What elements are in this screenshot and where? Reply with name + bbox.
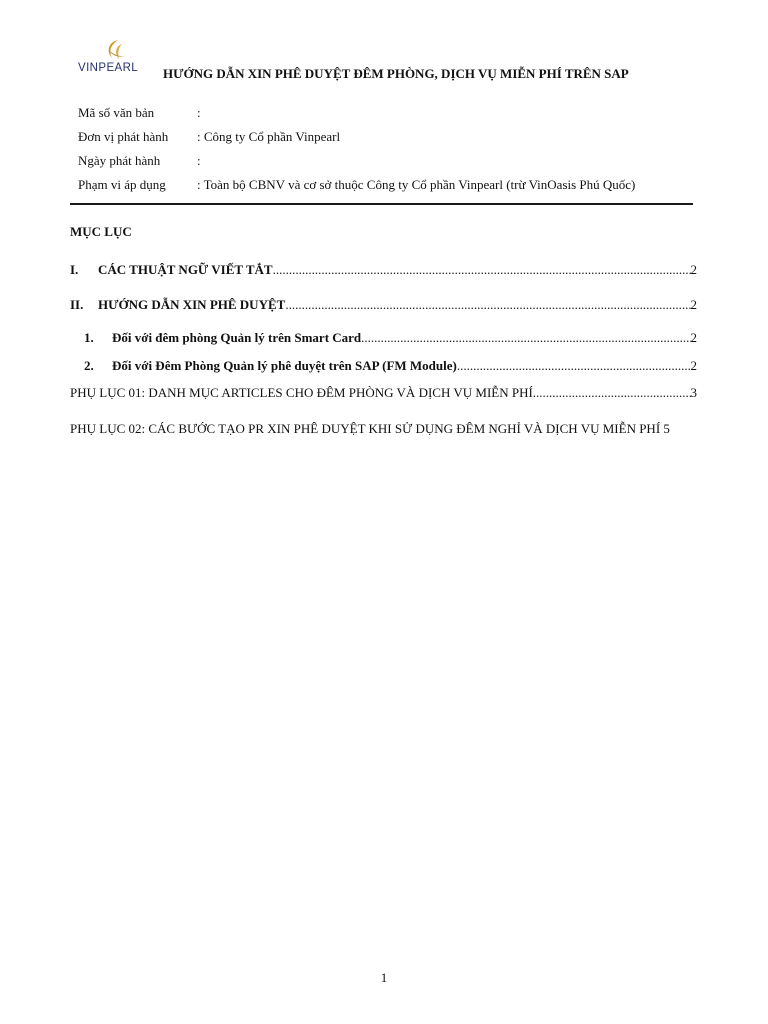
toc-leader-dots xyxy=(285,297,690,313)
meta-label: Đơn vị phát hành xyxy=(78,129,169,144)
toc-leader-dots xyxy=(361,330,690,346)
toc-entry-number: II. xyxy=(70,297,84,312)
logo-wordmark: VINPEARL xyxy=(78,62,139,74)
toc-leader-dots xyxy=(533,385,691,401)
meta-label: Phạm vi áp dụng xyxy=(78,177,166,192)
toc-entry-subsection-2[interactable] xyxy=(84,358,697,374)
toc-entry-title: Đối với đêm phòng Quản lý trên Smart Card xyxy=(112,330,362,345)
toc-entry-page: 5 xyxy=(663,421,670,436)
toc-entry-title: Đối với Đêm Phòng Quản lý phê duyệt trên SAP (FM Module) xyxy=(112,358,457,373)
toc-entry-number: 2. xyxy=(84,358,94,373)
document-title: HƯỚNG DẪN XIN PHÊ DUYỆT ĐÊM PHÒNG, DỊCH VỤ MIỄN PHÍ TRÊN SAP xyxy=(163,66,629,81)
toc-entry-subsection-1[interactable] xyxy=(84,330,697,346)
meta-value: : Công ty Cổ phần Vinpearl xyxy=(197,129,341,144)
toc-entry-page: 2 xyxy=(690,262,697,277)
meta-label: Mã số văn bản xyxy=(78,105,155,120)
toc-heading: MỤC LỤC xyxy=(70,224,132,239)
meta-value: : xyxy=(197,153,201,168)
vinpearl-emblem-icon xyxy=(78,38,152,64)
toc-entry-page: 2 xyxy=(690,330,697,345)
toc-entry-number: 1. xyxy=(84,330,94,345)
toc-entry-page: 2 xyxy=(690,358,697,373)
meta-label: Ngày phát hành xyxy=(78,153,161,168)
vinpearl-logo xyxy=(78,38,152,78)
toc-leader-dots xyxy=(273,262,691,278)
meta-value: : Toàn bộ CBNV và cơ sở thuộc Công ty Cổ phần Vinpearl (trừ VinOasis Phú Quốc) xyxy=(197,177,636,192)
header-divider xyxy=(70,203,693,205)
toc-entry-title: HƯỚNG DẪN XIN PHÊ DUYỆT xyxy=(98,297,286,312)
page-number: 1 xyxy=(380,970,388,985)
toc-entry-title: PHỤ LỤC 01: DANH MỤC ARTICLES CHO ĐÊM PHÒNG VÀ DỊCH VỤ MIỄN PHÍ xyxy=(70,385,533,400)
toc-entry-appendix-2[interactable] xyxy=(70,417,700,441)
toc-entry-number: I. xyxy=(70,262,79,277)
toc-entry-section-1[interactable] xyxy=(70,262,697,278)
toc-entry-section-2[interactable] xyxy=(70,297,697,313)
toc-entry-appendix-1[interactable] xyxy=(70,385,697,401)
toc-entry-title: PHỤ LỤC 02: CÁC BƯỚC TẠO PR XIN PHÊ DUYỆT KHI SỬ DỤNG ĐÊM NGHỈ VÀ DỊCH VỤ MIỄN PHÍ xyxy=(70,421,661,436)
toc-entry-page: 3 xyxy=(690,385,697,400)
toc-entry-page: 2 xyxy=(690,297,697,312)
meta-value: : xyxy=(197,105,201,120)
toc-leader-dots xyxy=(457,358,691,374)
toc-entry-title: CÁC THUẬT NGỮ VIẾT TẮT xyxy=(98,262,273,277)
